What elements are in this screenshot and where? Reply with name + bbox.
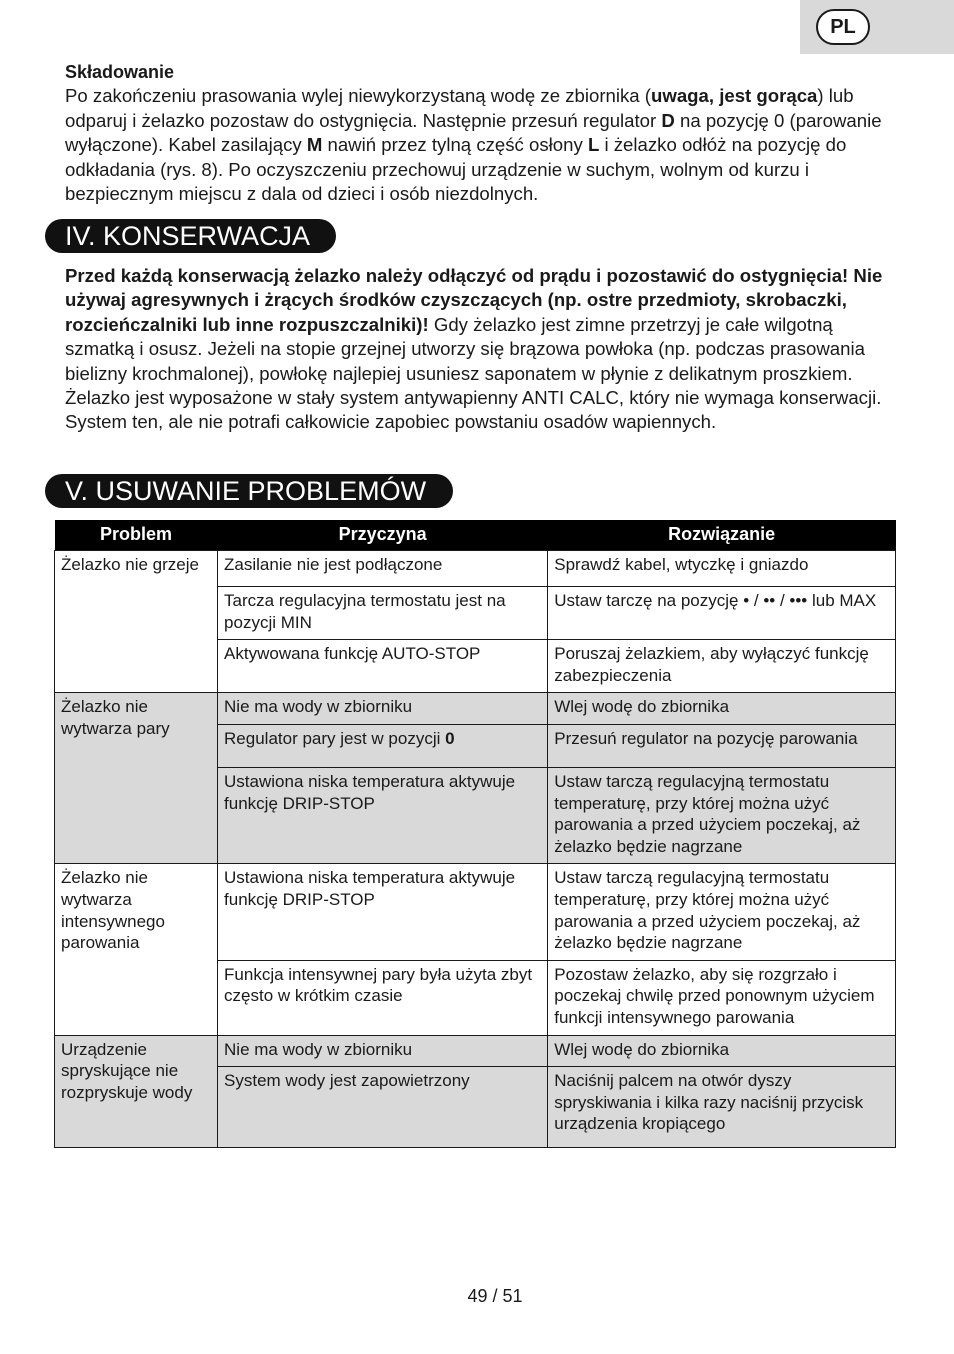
troubleshooting-table xyxy=(54,520,896,1148)
problem-cell: Żelazko nie wytwarza intensywnego parowania xyxy=(55,864,218,1035)
table-row xyxy=(55,693,896,725)
header-solution: Rozwiązanie xyxy=(548,520,896,551)
konserwacja-section xyxy=(65,264,905,435)
table-row xyxy=(55,1035,896,1067)
language-tab xyxy=(800,0,954,54)
table-row xyxy=(55,551,896,587)
solution-cell: Pozostaw żelazko, aby się rozgrzało i poczekaj chwilę przed ponownym użyciem funkcji intensywnego parowania xyxy=(548,960,896,1035)
solution-cell: Poruszaj żelazkiem, aby wyłączyć funkcję zabezpieczenia xyxy=(548,640,896,693)
solution-cell: Ustaw tarczą regulacyjną termostatu temperaturę, przy której można użyć parowania a przed użyciem poczekaj, aż żelazko będzie nagrzane xyxy=(548,767,896,863)
page-number: 49 / 51 xyxy=(467,1286,523,1306)
language-badge: PL xyxy=(816,9,870,45)
section-iv-heading: IV. KONSERWACJA xyxy=(45,219,336,253)
header-problem: Problem xyxy=(55,520,218,551)
cause-cell: Ustawiona niska temperatura aktywuje funkcję DRIP-STOP xyxy=(218,767,548,863)
konserwacja-warning: Przed każdą konserwacją żelazko należy odłączyć od prądu i pozostawić do ostygnięcia! Nie używaj agresywnych i żrących środków czyszczących (np. ostre przedmioty, skrobaczki, rozcieńczalniki lub inne rozpuszczalniki)! xyxy=(65,265,883,335)
table-row xyxy=(55,864,896,960)
solution-cell: Ustaw tarczę na pozycję • / •• / ••• lub MAX xyxy=(548,587,896,640)
header-cause: Przyczyna xyxy=(218,520,548,551)
storage-paragraph: Po zakończeniu prasowania wylej niewykorzystaną wodę ze zbiornika (uwaga, jest gorąca) lub odparuj i żelazko pozostaw do ostygnięcia. Następnie przesuń regulator D na pozycję 0 (parowanie wyłączone). Kabel zasilający M nawiń przez tylną część osłony L i żelazko odłóż na pozycję do odkładania (rys. 8). Po oczyszczeniu przechowuj urządzenie w suchym, wolnym od kurzu i bezpiecznym miejscu z dala od dzieci i osób niezdolnych. xyxy=(65,85,882,205)
cause-cell: System wody jest zapowietrzony xyxy=(218,1067,548,1148)
konserwacja-paragraph: Przed każdą konserwacją żelazko należy odłączyć od prądu i pozostawić do ostygnięcia! Nie używaj agresywnych i żrących środków czyszczących (np. ostre przedmioty, skrobaczki, rozcieńczalniki lub inne rozpuszczalniki)! Gdy żelazko jest zimne przetrzyj je całe wilgotną szmatką i osusz. Jeżeli na stopie grzejnej utworzy się brązowa powłoka (np. podczas prasowania bielizny krochmalonej), powłokę najlepiej usuniesz saponatem w płynie z delikatnym proszkiem. Żelazko jest wyposażone w stały system antywapienny ANTI CALC, który nie wymaga konserwacji. System ten, ale nie potrafi całkowicie zapobiec powstaniu osadów wapiennych. xyxy=(65,265,883,433)
problem-cell: Żelazko nie wytwarza pary xyxy=(55,693,218,864)
cause-cell: Tarcza regulacyjna termostatu jest na pozycji MIN xyxy=(218,587,548,640)
cause-cell: Nie ma wody w zbiorniku xyxy=(218,1035,548,1067)
solution-cell: Wlej wodę do zbiornika xyxy=(548,1035,896,1067)
section-v-heading: V. USUWANIE PROBLEMÓW xyxy=(45,474,453,508)
cause-cell: Zasilanie nie jest podłączone xyxy=(218,551,548,587)
cause-cell: Funkcja intensywnej pary była użyta zbyt często w krótkim czasie xyxy=(218,960,548,1035)
problem-cell: Urządzenie spryskujące nie rozpryskuje wody xyxy=(55,1035,218,1148)
cause-cell: Ustawiona niska temperatura aktywuje funkcję DRIP-STOP xyxy=(218,864,548,960)
solution-cell: Wlej wodę do zbiornika xyxy=(548,693,896,725)
solution-cell: Przesuń regulator na pozycję parowania xyxy=(548,724,896,767)
storage-section xyxy=(65,60,905,206)
problem-cell: Żelazko nie grzeje xyxy=(55,551,218,693)
solution-cell: Ustaw tarczą regulacyjną termostatu temperaturę, przy której można użyć parowania a przed użyciem poczekaj, aż żelazko będzie nagrzane xyxy=(548,864,896,960)
cause-cell: Aktywowana funkcję AUTO-STOP xyxy=(218,640,548,693)
table-header-row xyxy=(55,520,896,551)
storage-title: Składowanie xyxy=(65,62,175,82)
cause-cell: Nie ma wody w zbiorniku xyxy=(218,693,548,725)
cause-cell: Regulator pary jest w pozycji 0 xyxy=(218,724,548,767)
solution-cell: Naciśnij palcem na otwór dyszy spryskiwania i kilka razy naciśnij przycisk urządzenia kropiącego xyxy=(548,1067,896,1148)
solution-cell: Sprawdź kabel, wtyczkę i gniazdo xyxy=(548,551,896,587)
